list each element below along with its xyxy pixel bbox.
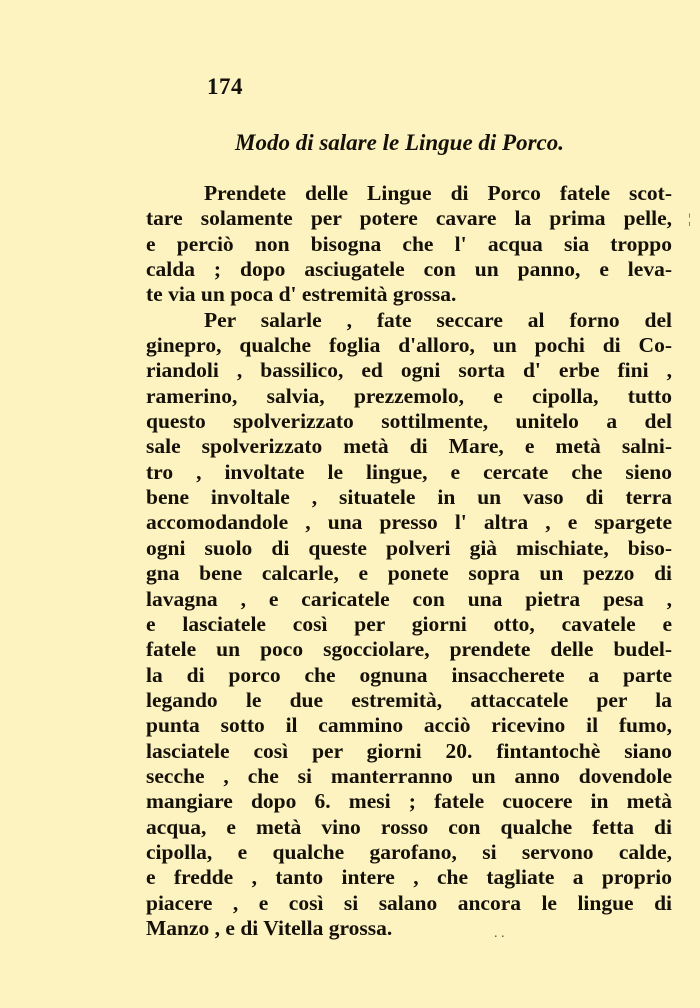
text-line: ogni suolo di queste polveri già mischiate, biso- (146, 535, 672, 560)
text-line: bene involtale , situatele in un vaso di terra (146, 485, 672, 510)
text-line: e fredde , tanto intere , che tagliate a proprio (146, 865, 672, 890)
paragraph-salting (146, 308, 672, 942)
text-line: cipolla, e qualche garofano, si servono calde, (146, 839, 672, 864)
text-line: legando le due estremità, attaccatele per la (146, 687, 672, 712)
text-line: sale spolverizzato metà di Mare, e metà salni- (146, 434, 672, 459)
text-line: lasciatele così per giorni 20. fintantochè siano (146, 738, 672, 763)
text-line: mangiare dopo 6. mesi ; fatele cuocere in metà (146, 789, 672, 814)
page-number: 174 (207, 74, 243, 99)
text-line: secche , che si manterranno un anno dovendole (146, 763, 672, 788)
text-line: tro , involtate le lingue, e cercate che sieno (146, 459, 672, 484)
margin-mark: ¦ (688, 212, 691, 227)
text-line: e perciò non bisogna che l' acqua sia troppo (146, 231, 672, 256)
text-line: lavagna , e caricatele con una pietra pesa , (146, 586, 672, 611)
paragraph-preparation (146, 181, 672, 308)
text-line: punta sotto il cammino acciò ricevino il fumo, (146, 713, 672, 738)
recipe-heading: Modo di salare le Lingue di Porco. (235, 130, 565, 155)
text-line: calda ; dopo asciugatele con un panno, e leva- (146, 257, 672, 282)
text-line: Prendete delle Lingue di Porco fatele scot- (204, 181, 672, 205)
text-line: accomodandole , una presso l' altra , e spargete (146, 510, 672, 535)
ink-speck: . . (494, 926, 505, 941)
text-line: fatele un poco sgocciolare, prendete delle budel- (146, 637, 672, 662)
text-line: riandoli , bassilico, ed ogni sorta d' erbe fini , (146, 358, 672, 383)
text-line: ramerino, salvia, prezzemolo, e cipolla, tutto (146, 383, 672, 408)
text-line: Per salarle , fate seccare al forno del (204, 307, 672, 332)
text-line: ginepro, qualche foglia d'alloro, un pochi di Co- (146, 333, 672, 358)
text-line: piacere , e così si salano ancora le lingue di (146, 890, 672, 915)
recipe-body (146, 181, 672, 941)
text-line: tare solamente per potere cavare la prima pelle, (146, 206, 672, 231)
text-line: la di porco che ognuna insaccherete a parte (146, 662, 672, 687)
text-line: Manzo , e di Vitella grossa. (146, 915, 393, 940)
text-line: gna bene calcarle, e ponete sopra un pezzo di (146, 561, 672, 586)
text-line: questo spolverizzato sottilmente, unitelo a del (146, 409, 672, 434)
text-line: acqua, e metà vino rosso con qualche fetta di (146, 814, 672, 839)
text-line: e lasciatele così per giorni otto, cavatele e (146, 611, 672, 636)
text-line: te via un poca d' estremità grossa. (146, 282, 457, 307)
